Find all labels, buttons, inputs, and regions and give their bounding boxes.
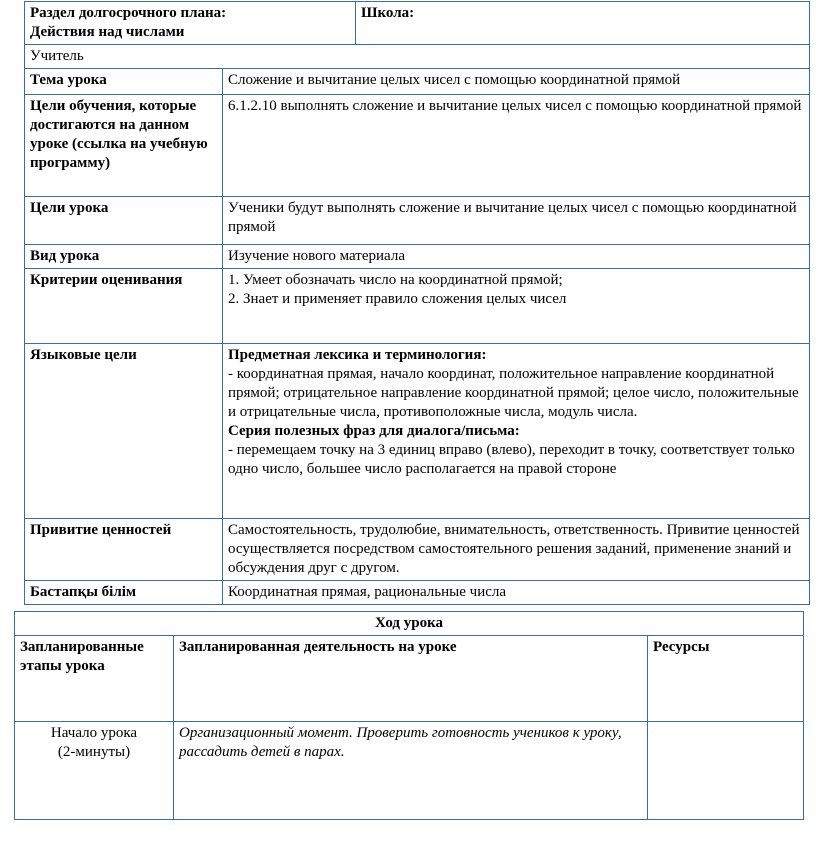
- section-value: Действия над числами: [30, 24, 185, 40]
- table-row: [25, 95, 810, 197]
- row-value: Изучение нового материала: [223, 245, 810, 269]
- lesson-course-table: [14, 611, 804, 820]
- stage-name: Начало урока: [50, 725, 138, 741]
- school-label: Школа:: [361, 5, 415, 21]
- table-row: [15, 722, 804, 820]
- table-row: [25, 197, 810, 245]
- row-value: Сложение и вычитание целых чисел с помощью координатной прямой: [223, 69, 810, 95]
- col-header-activity: Запланированная деятельность на уроке: [174, 636, 648, 722]
- teacher-cell: [25, 45, 810, 69]
- table-row: [25, 269, 810, 344]
- section-cell: [25, 2, 356, 45]
- table-row: [25, 344, 810, 519]
- criterion-2: 2. Знает и применяет правило сложения целых чисел: [228, 291, 567, 307]
- row-value: [223, 269, 810, 344]
- school-cell: [356, 2, 810, 45]
- teacher-label: Учитель: [30, 48, 84, 64]
- header-row: [25, 2, 810, 45]
- row-value: Ученики будут выполнять сложение и вычитание целых чисел с помощью координатной прямой: [223, 197, 810, 245]
- row-value: Самостоятельность, трудолюбие, внимательность, ответственность. Привитие ценностей осуществляется посредством самостоятельного решения заданий, применение знаний и обсуждения друг с другом.: [223, 519, 810, 581]
- table-row: [25, 69, 810, 95]
- lesson-plan-table: [24, 1, 810, 605]
- row-label: Языковые цели: [25, 344, 223, 519]
- stage-activity: Организационный момент. Проверить готовность учеников к уроку, рассадить детей в парах.: [174, 722, 648, 820]
- col-header-stages: Запланированные этапы урока: [15, 636, 174, 722]
- phrases-heading: Серия полезных фраз для диалога/письма:: [228, 423, 520, 439]
- table-row: [25, 519, 810, 581]
- row-label: Бастапқы білім: [25, 581, 223, 605]
- phrases-text: - перемещаем точку на 3 единиц вправо (влево), переходит в точку, соответствует только одно число, большее число располагается на правой стороне: [228, 442, 795, 477]
- vocab-heading: Предметная лексика и терминология:: [228, 347, 487, 363]
- course-title: Ход урока: [15, 612, 804, 636]
- stage-resources: [648, 722, 804, 820]
- col-header-resources: Ресурсы: [648, 636, 804, 722]
- stage-cell: [15, 722, 174, 820]
- row-label: Вид урока: [25, 245, 223, 269]
- criterion-1: 1. Умеет обозначать число на координатной прямой;: [228, 272, 563, 288]
- stage-time: (2-минуты): [57, 744, 131, 760]
- table-row: [25, 581, 810, 605]
- section-label: Раздел долгосрочного плана:: [30, 5, 227, 21]
- row-label: Критерии оценивания: [25, 269, 223, 344]
- row-value: Координатная прямая, рациональные числа: [223, 581, 810, 605]
- row-label: Привитие ценностей: [25, 519, 223, 581]
- row-value: [223, 344, 810, 519]
- row-label: Цели урока: [25, 197, 223, 245]
- row-label: Цели обучения, которые достигаются на данном уроке (ссылка на учебную программу): [25, 95, 223, 197]
- table-row: [25, 245, 810, 269]
- row-value: 6.1.2.10 выполнять сложение и вычитание целых чисел с помощью координатной прямой: [223, 95, 810, 197]
- row-label: Тема урока: [25, 69, 223, 95]
- vocab-text: - координатная прямая, начало координат, положительное направление координатной прямой; отрицательное направление координатной прямой; целое число, положительные и отрицательные числа, противоположные числа, модуль числа.: [228, 366, 799, 420]
